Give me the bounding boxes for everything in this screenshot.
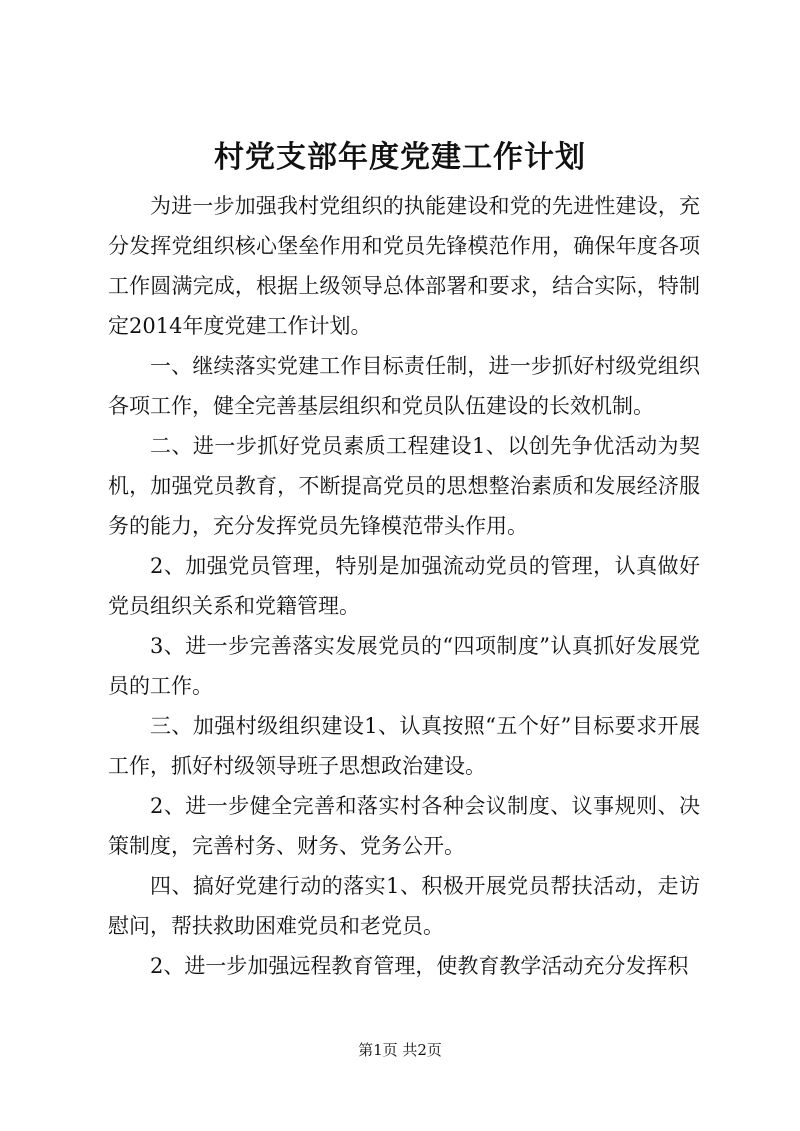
paragraph-section-2: 二、进一步抓好党员素质工程建设1、以创先争优活动为契机，加强党员教育，不断提高党员的思想整治素质和发展经济服务的能力，充分发挥党员先锋模范带头作用。 <box>108 434 700 538</box>
paragraph-section-1: 一、继续落实党建工作目标责任制，进一步抓好村级党组织各项工作，健全完善基层组织和党员队伍建设的长效机制。 <box>108 354 700 418</box>
document-title: 村党支部年度党建工作计划 <box>214 140 586 175</box>
page-number-footer: 第1页 共2页 <box>358 1041 442 1059</box>
paragraph-section-2-item-2: 2、加强党员管理，特别是加强流动党员的管理，认真做好党员组织关系和党籍管理。 <box>108 554 700 618</box>
document-body <box>108 186 700 986</box>
paragraph-section-3-item-2: 2、进一步健全完善和落实村各种会议制度、议事规则、决策制度，完善村务、财务、党务公开。 <box>108 794 700 858</box>
paragraph-section-2-item-3: 3、进一步完善落实发展党员的“四项制度”认真抓好发展党员的工作。 <box>108 634 700 698</box>
paragraph-section-4: 四、搞好党建行动的落实1、积极开展党员帮扶活动，走访慰问，帮扶救助困难党员和老党员。 <box>108 874 700 938</box>
paragraph-section-4-item-2: 2、进一步加强远程教育管理，使教育教学活动充分发挥积 <box>150 954 689 978</box>
paragraph-intro: 为进一步加强我村党组织的执能建设和党的先进性建设，充分发挥党组织核心堡垒作用和党员先锋模范作用，确保年度各项工作圆满完成，根据上级领导总体部署和要求，结合实际，特制定2014年度党建工作计划。 <box>108 194 700 338</box>
paragraph-section-3: 三、加强村级组织建设1、认真按照“五个好”目标要求开展工作，抓好村级领导班子思想政治建设。 <box>108 714 700 778</box>
